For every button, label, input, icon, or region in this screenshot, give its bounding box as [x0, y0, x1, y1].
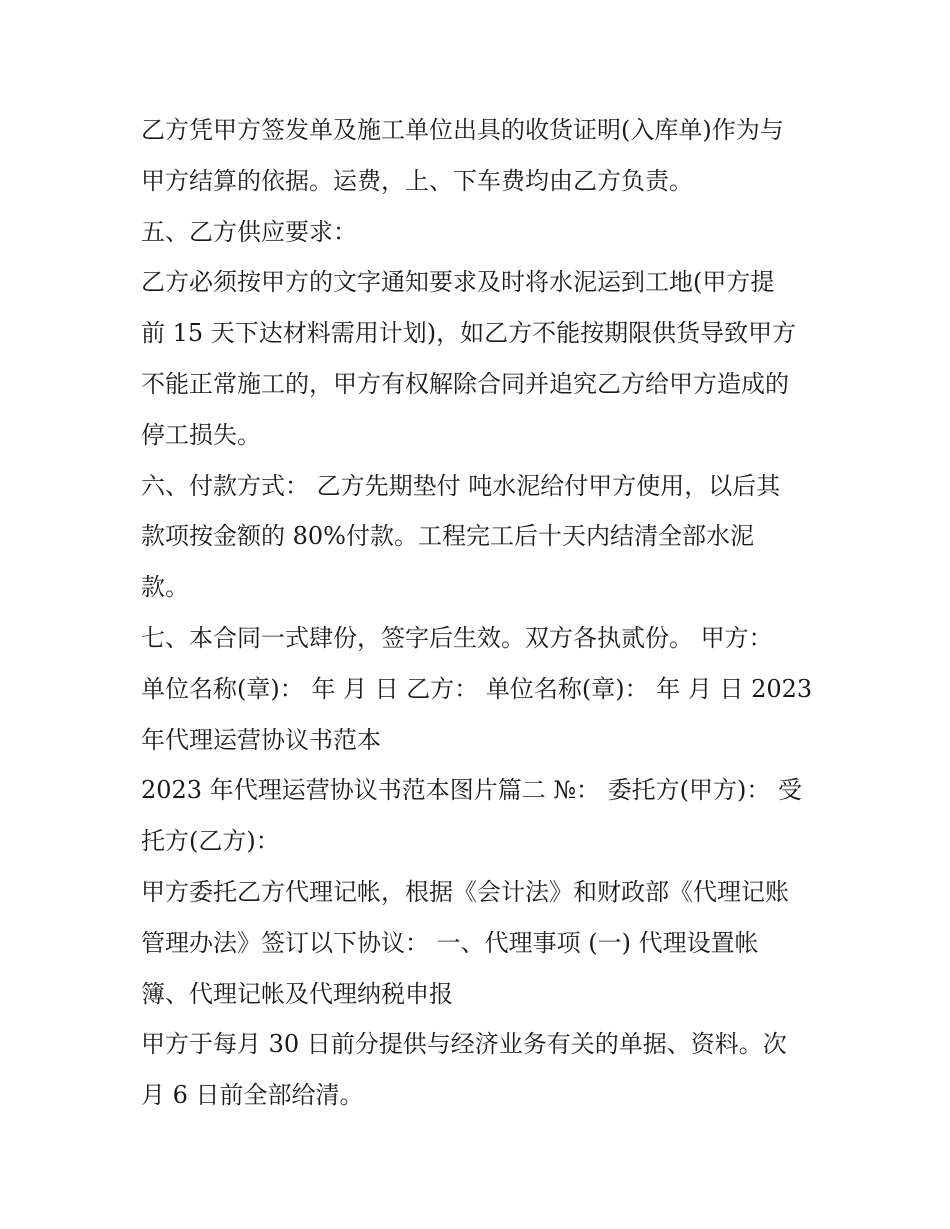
text-line: 甲方委托乙方代理记帐，根据《会计法》和财政部《代理记账	[141, 877, 789, 906]
text-line: 年代理运营协议书范本	[141, 725, 381, 754]
text-line: 甲方于每月 30 日前分提供与经济业务有关的单据、资料。次	[141, 1030, 787, 1059]
section-heading: 五、乙方供应要求：	[141, 217, 357, 246]
text-line: 乙方凭甲方签发单及施工单位出具的收货证明(入库单)作为与	[141, 116, 784, 144]
section-heading: 六、付款方式： 乙方先期垫付 吨水泥给付甲方使用，以后其	[141, 471, 781, 500]
text-line: 甲方结算的依据。运费，上、下车费均由乙方负责。	[141, 166, 693, 195]
document-body	[141, 105, 821, 1121]
text-line: 款。	[141, 573, 189, 602]
text-line: 2023 年代理运营协议书范本图片篇二 №： 委托方(甲方)： 受	[141, 776, 803, 805]
text-line: 停工损失。	[141, 420, 261, 449]
text-line: 月 6 日前全部给清。	[141, 1081, 364, 1110]
text-line: 管理办法》签订以下协议： 一、代理事项 (一) 代理设置帐	[141, 928, 759, 957]
text-line: 托方(乙方)：	[141, 827, 280, 856]
text-line: 簿、代理记帐及代理纳税申报	[141, 979, 453, 1008]
text-line: 单位名称(章)： 年 月 日 乙方： 单位名称(章)： 年 月 日 2023	[141, 674, 813, 703]
text-line: 款项按金额的 80%付款。工程完工后十天内结清全部水泥	[141, 522, 754, 551]
text-line: 不能正常施工的，甲方有权解除合同并追究乙方给甲方造成的	[141, 369, 789, 398]
text-line: 前 15 天下达材料需用计划)，如乙方不能按期限供货导致甲方	[141, 319, 797, 348]
text-line: 乙方必须按甲方的文字通知要求及时将水泥运到工地(甲方提	[141, 268, 775, 297]
section-heading: 七、本合同一式肆份，签字后生效。双方各执贰份。 甲方：	[141, 623, 773, 652]
